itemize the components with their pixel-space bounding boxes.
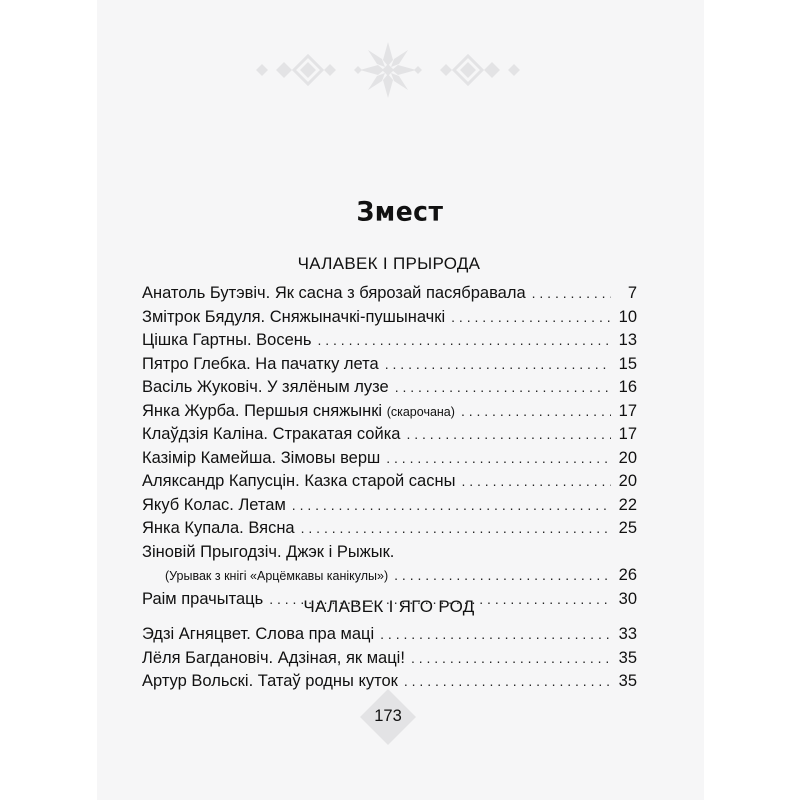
page-number-ref: 35 <box>618 648 637 667</box>
toc-entry[interactable]: Лёля Багдановіч. Адзіная, як маці! . . . 35 <box>142 649 637 673</box>
section-heading-nature: ЧАЛАВЕК І ПРЫРОДА <box>297 254 481 273</box>
page-number-ref: 16 <box>618 378 637 396</box>
toc-entry[interactable]: Зіновій Прыгодзіч. Джэк і Рыжык. <box>142 542 395 561</box>
entry-note: (скарочана) <box>386 404 455 419</box>
snowflake-ornament-icon <box>248 40 528 100</box>
toc-list-nature <box>142 284 637 613</box>
page-number-ref: 25 <box>618 519 637 537</box>
toc-entry[interactable]: Казімір Камейша. Зімовы верш . . . 20 <box>142 449 637 473</box>
section-heading-family: ЧАЛАВЕК І ЯГО РОД <box>303 597 475 616</box>
page-number-ref: 33 <box>618 625 637 643</box>
toc-entry[interactable]: Клаўдзія Каліна. Стракатая сойка . . . 17 <box>142 425 637 449</box>
toc-entry[interactable]: Янка Журба. Першыя сняжынкі (скарочана) . . . 17 <box>142 402 637 426</box>
toc-entry[interactable]: Васіль Жуковіч. У зялёным лузе . . . 16 <box>142 378 637 402</box>
toc-entry[interactable]: Анатоль Бутэвіч. Як сасна з бярозай пасябравала . . . 7 <box>142 284 637 308</box>
page-number-ref: 15 <box>618 354 637 373</box>
page-title: Змест <box>356 196 444 227</box>
toc-entry[interactable]: Цішка Гартны. Восень . . . 13 <box>142 331 637 355</box>
page-number-ref: 17 <box>618 401 637 420</box>
toc-entry-subtitle[interactable]: (Урывак з кнігі «Арцёмкавы канікулы») . . . 26 <box>142 566 637 590</box>
page-number-ref: 26 <box>618 566 637 584</box>
toc-entry[interactable]: Янка Купала. Вясна . . . 25 <box>142 519 637 543</box>
toc-entry[interactable]: Пятро Глебка. На пачатку лета . . . 15 <box>142 355 637 379</box>
toc-entry[interactable]: Якуб Колас. Летам . . . 22 <box>142 496 637 520</box>
page-number-ref: 17 <box>618 425 637 443</box>
page-number-ref: 10 <box>618 307 637 326</box>
toc-entry[interactable]: Змітрок Бядуля. Сняжыначкі-пушыначкі . . . 10 <box>142 308 637 332</box>
toc-entry[interactable]: Эдзі Агняцвет. Слова пра маці . . . 33 <box>142 625 637 649</box>
toc-entry[interactable]: Артур Вольскі. Татаў родны куток . . . 35 <box>142 672 637 696</box>
page-number-ref: 20 <box>618 472 637 490</box>
page-number: 173 <box>374 707 402 725</box>
toc-entry[interactable]: Аляксандр Капусцін. Казка старой сасны . . . 20 <box>142 472 637 496</box>
page-number-ref: 22 <box>618 495 637 514</box>
toc-list-family <box>142 625 637 696</box>
page-number-ref: 13 <box>618 331 637 349</box>
page-number-ref: 30 <box>618 589 637 608</box>
page-number-ref: 35 <box>618 672 637 690</box>
page-number-ref: 7 <box>627 284 637 302</box>
page-number-ref: 20 <box>618 448 637 467</box>
toc-entry[interactable]: Раім прачытаць . . . 30 <box>142 590 637 614</box>
